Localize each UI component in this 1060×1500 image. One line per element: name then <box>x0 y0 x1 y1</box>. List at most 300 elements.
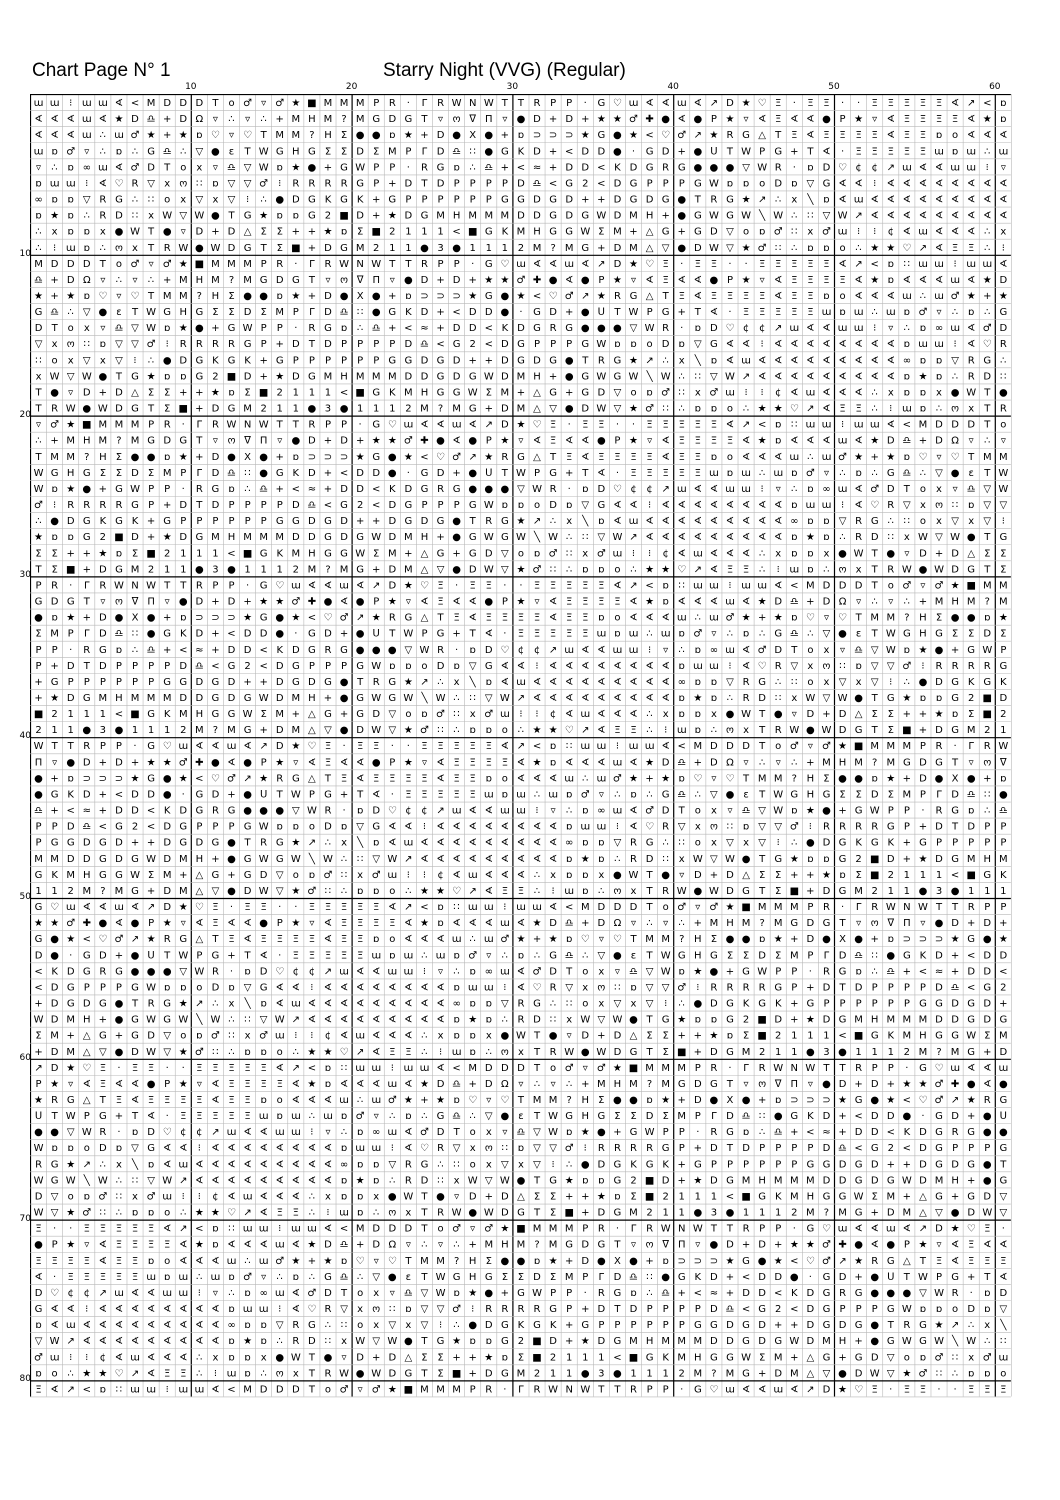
stitch-symbol: ∢ <box>292 1288 300 1299</box>
stitch-symbol: D <box>758 1240 766 1251</box>
stitch-symbol: ♂ <box>677 130 686 141</box>
stitch-symbol: ∢ <box>308 580 316 591</box>
stitch-symbol: ∢ <box>372 999 380 1010</box>
stitch-symbol: ▿ <box>856 918 861 929</box>
stitch-symbol: ∴ <box>148 355 154 366</box>
stitch-symbol: ■ <box>355 387 364 398</box>
stitch-symbol: < <box>34 966 42 977</box>
stitch-symbol: Ξ <box>952 243 958 254</box>
stitch-symbol: G <box>823 1320 831 1331</box>
stitch-symbol: ∢ <box>822 323 830 334</box>
stitch-symbol: ∢ <box>99 1240 107 1251</box>
stitch-symbol: G <box>774 1336 782 1347</box>
stitch-symbol: ɒ <box>566 789 572 800</box>
stitch-symbol: ɒ <box>293 452 299 463</box>
stitch-symbol: ∢ <box>420 420 428 431</box>
stitch-symbol: ∢ <box>742 436 750 447</box>
stitch-symbol: M <box>838 1208 847 1219</box>
stitch-symbol: ▿ <box>502 1127 507 1138</box>
stitch-symbol: ɯ <box>564 645 574 656</box>
stitch-symbol: ▽ <box>469 661 477 672</box>
stitch-symbol: D <box>565 195 573 206</box>
stitch-symbol: D <box>51 982 59 993</box>
stitch-symbol: ∢ <box>292 1159 300 1170</box>
stitch-symbol: ♡ <box>806 613 815 624</box>
stitch-symbol: W <box>34 741 44 752</box>
stitch-symbol: W <box>741 146 751 157</box>
stitch-symbol: ∢ <box>259 1208 267 1219</box>
stitch-symbol: ∴ <box>100 146 106 157</box>
stitch-symbol: ɯ <box>934 146 944 157</box>
stitch-symbol: ★ <box>243 1336 252 1347</box>
stitch-symbol: + <box>790 934 798 945</box>
stitch-symbol: ∢ <box>629 806 637 817</box>
stitch-symbol: M <box>903 1208 912 1219</box>
stitch-symbol: ∴ <box>518 725 524 736</box>
stitch-symbol: ∢ <box>195 1159 203 1170</box>
stitch-symbol: ɒ <box>51 195 57 206</box>
stitch-symbol: G <box>549 355 557 366</box>
stitch-symbol: G <box>51 1159 59 1170</box>
stitch-symbol: ɒ <box>341 323 347 334</box>
stitch-symbol: W <box>371 661 381 672</box>
stitch-symbol: ɒ <box>695 323 701 334</box>
stitch-symbol: W <box>789 725 799 736</box>
stitch-symbol: ო <box>758 1079 766 1090</box>
stitch-symbol: G <box>437 371 445 382</box>
stitch-symbol: x <box>341 838 347 849</box>
stitch-symbol: D <box>726 1320 734 1331</box>
stitch-symbol: ɒ <box>244 1320 250 1331</box>
stitch-symbol: D <box>179 532 187 543</box>
stitch-symbol: ▿ <box>197 1079 202 1090</box>
stitch-symbol: D <box>469 1191 477 1202</box>
stitch-symbol: N <box>678 1224 685 1235</box>
stitch-symbol: + <box>308 1256 316 1267</box>
stitch-symbol: D <box>501 404 509 415</box>
stitch-symbol: ɒ <box>582 886 588 897</box>
stitch-symbol: o <box>550 1063 556 1074</box>
stitch-symbol: P <box>454 195 460 206</box>
stitch-symbol: Γ <box>824 950 830 961</box>
stitch-symbol: + <box>324 162 332 173</box>
stitch-symbol: P <box>936 838 942 849</box>
stitch-symbol: ♂ <box>468 950 477 961</box>
stitch-symbol: K <box>164 709 171 720</box>
stitch-symbol: M <box>211 275 220 286</box>
stitch-symbol: Ξ <box>582 420 588 431</box>
stitch-symbol: ∢ <box>951 227 959 238</box>
stitch-symbol: P <box>840 114 846 125</box>
stitch-symbol: Ξ <box>775 114 781 125</box>
stitch-symbol: ɒ <box>711 355 717 366</box>
stitch-symbol: ɒ <box>325 1079 331 1090</box>
stitch-symbol: < <box>211 661 219 672</box>
stitch-symbol: P <box>711 1159 717 1170</box>
stitch-symbol: ɒ <box>196 1031 202 1042</box>
stitch-symbol: P <box>277 500 283 511</box>
stitch-symbol: G <box>646 162 654 173</box>
stitch-symbol: G <box>212 693 220 704</box>
stitch-symbol: Ξ <box>855 404 861 415</box>
stitch-symbol: ∢ <box>661 516 669 527</box>
stitch-symbol: ∴ <box>679 918 685 929</box>
stitch-symbol: W <box>709 211 719 222</box>
stitch-symbol: ɒ <box>534 548 540 559</box>
stitch-symbol: Σ <box>1000 548 1006 559</box>
stitch-symbol: ɯ <box>806 420 816 431</box>
stitch-symbol: P <box>148 500 154 511</box>
grid-row <box>35 1334 1007 1347</box>
stitch-symbol: Ξ <box>630 468 636 479</box>
stitch-symbol: ★ <box>806 806 815 817</box>
stitch-symbol: W <box>98 404 108 415</box>
stitch-symbol: ∴ <box>51 162 57 173</box>
stitch-symbol: x <box>968 516 974 527</box>
stitch-symbol: ★ <box>275 597 284 608</box>
stitch-symbol: D <box>951 420 959 431</box>
stitch-symbol: o <box>164 195 170 206</box>
stitch-symbol: ∴ <box>244 484 250 495</box>
stitch-symbol: G <box>356 693 364 704</box>
stitch-symbol: R <box>952 1288 959 1299</box>
stitch-symbol: ɒ <box>68 211 74 222</box>
stitch-symbol: ★ <box>259 597 268 608</box>
stitch-symbol: ★ <box>259 773 268 784</box>
stitch-symbol: 1 <box>888 1047 894 1058</box>
stitch-symbol: G <box>131 854 139 865</box>
stitch-symbol: ⁝ <box>921 661 924 672</box>
stitch-symbol: D <box>935 982 943 993</box>
stitch-symbol: ∢ <box>774 275 782 286</box>
stitch-symbol: G <box>115 484 123 495</box>
stitch-symbol: ▿ <box>213 436 218 447</box>
stitch-symbol: + <box>34 999 42 1010</box>
stitch-symbol: ∢ <box>131 1304 139 1315</box>
stitch-symbol: R <box>389 613 396 624</box>
stitch-symbol: ɯ <box>902 162 912 173</box>
stitch-symbol: ∴ <box>614 854 620 865</box>
stitch-symbol: ↗ <box>211 1127 219 1138</box>
stitch-symbol: ∴ <box>823 564 829 575</box>
stitch-symbol: x <box>518 1159 524 1170</box>
stitch-symbol: ● <box>372 130 381 141</box>
stitch-symbol: M <box>275 532 284 543</box>
stitch-symbol: △ <box>533 387 541 398</box>
stitch-symbol: ∴ <box>646 709 652 720</box>
stitch-symbol: ɒ <box>84 243 90 254</box>
stitch-symbol: Ξ <box>743 291 749 302</box>
stitch-symbol: < <box>452 1063 460 1074</box>
stitch-symbol: ★ <box>179 1079 188 1090</box>
stitch-symbol: + <box>806 757 814 768</box>
stitch-symbol: D <box>147 1127 155 1138</box>
stitch-symbol: ● <box>340 404 349 415</box>
stitch-symbol: ▽ <box>614 999 622 1010</box>
stitch-symbol: H <box>807 789 815 800</box>
stitch-symbol: ო <box>372 1304 380 1315</box>
stitch-symbol: 1 <box>405 243 411 254</box>
stitch-symbol: D <box>581 146 589 157</box>
stitch-symbol: ∴ <box>872 468 878 479</box>
stitch-symbol: ● <box>115 613 124 624</box>
stitch-symbol: ∷ <box>228 1224 234 1235</box>
stitch-symbol: ო <box>388 1208 396 1219</box>
stitch-symbol: P <box>180 468 186 479</box>
stitch-symbol: ɒ <box>711 404 717 415</box>
stitch-symbol: G <box>839 966 847 977</box>
stitch-symbol: W <box>403 629 413 640</box>
stitch-symbol: D <box>935 725 943 736</box>
stitch-symbol: ● <box>854 934 863 945</box>
stitch-symbol: T <box>838 1063 846 1074</box>
stitch-symbol: Ξ <box>277 1208 283 1219</box>
stitch-symbol: P <box>614 436 620 447</box>
stitch-symbol: D <box>51 259 59 270</box>
stitch-symbol: ▽ <box>742 162 750 173</box>
stitch-symbol: D <box>421 355 429 366</box>
stitch-symbol: ⁝ <box>616 822 619 833</box>
stitch-symbol: ɒ <box>116 548 122 559</box>
stitch-symbol: · <box>680 323 683 334</box>
stitch-symbol: T <box>758 854 766 865</box>
stitch-symbol: ∢ <box>34 130 42 141</box>
stitch-symbol: · <box>744 259 747 270</box>
stitch-symbol: ▽ <box>501 548 509 559</box>
stitch-symbol: ▽ <box>646 982 654 993</box>
stitch-symbol: ? <box>325 564 330 575</box>
grid-row <box>34 966 1007 977</box>
stitch-symbol: o <box>952 1304 958 1315</box>
stitch-symbol: ★ <box>291 1256 300 1267</box>
stitch-symbol: Σ <box>662 1111 668 1122</box>
stitch-symbol: o <box>647 339 653 350</box>
stitch-symbol: x <box>470 709 476 720</box>
stitch-symbol: ∢ <box>581 436 589 447</box>
stitch-symbol: D <box>549 500 557 511</box>
stitch-symbol: ∴ <box>984 1336 990 1347</box>
stitch-symbol: Ξ <box>695 259 701 270</box>
stitch-symbol: ∴ <box>405 886 411 897</box>
stitch-symbol: G <box>678 950 686 961</box>
stitch-symbol: H <box>501 1240 509 1251</box>
stitch-symbol: ● <box>115 227 124 238</box>
stitch-symbol: G <box>51 789 59 800</box>
stitch-symbol: + <box>308 243 316 254</box>
stitch-symbol: < <box>195 773 203 784</box>
stitch-symbol: ● <box>983 1159 992 1170</box>
stitch-symbol: W <box>178 1015 188 1026</box>
stitch-symbol: ⊃ <box>694 1256 702 1267</box>
stitch-symbol: ∷ <box>679 387 685 398</box>
stitch-symbol: ■ <box>516 1224 525 1235</box>
stitch-symbol: G <box>935 1031 943 1042</box>
stitch-symbol: ɒ <box>566 854 572 865</box>
stitch-symbol: Ξ <box>872 130 878 141</box>
stitch-symbol: G <box>774 854 782 865</box>
stitch-symbol: M <box>983 452 992 463</box>
stitch-symbol: W <box>403 693 413 704</box>
stitch-symbol: ᑌ <box>710 146 717 157</box>
stitch-symbol: G <box>597 500 605 511</box>
stitch-symbol: R <box>485 1304 492 1315</box>
stitch-symbol: ▿ <box>486 950 491 961</box>
stitch-symbol: ɯ <box>629 629 639 640</box>
stitch-symbol: ★ <box>211 1208 220 1219</box>
stitch-symbol: W <box>596 404 606 415</box>
stitch-symbol: ∢ <box>276 1143 284 1154</box>
stitch-symbol: x <box>116 1159 122 1170</box>
stitch-symbol: ɒ <box>727 468 733 479</box>
stitch-symbol: D <box>951 918 959 929</box>
stitch-symbol: D <box>292 532 300 543</box>
stitch-symbol: ♎ <box>838 1143 847 1154</box>
stitch-symbol: Ξ <box>341 950 347 961</box>
stitch-symbol: ᐁ <box>775 1079 782 1090</box>
stitch-symbol: 2 <box>260 404 266 415</box>
stitch-symbol: T <box>646 902 654 913</box>
stitch-symbol: ɯ <box>146 1272 156 1283</box>
stitch-symbol: M <box>179 886 188 897</box>
stitch-symbol: 1 <box>759 1208 765 1219</box>
stitch-symbol: 2 <box>888 1143 894 1154</box>
stitch-symbol: + <box>710 870 718 881</box>
stitch-symbol: ↗ <box>195 999 203 1010</box>
stitch-symbol: D <box>115 806 123 817</box>
stitch-symbol: W <box>629 870 639 881</box>
stitch-symbol: ▿ <box>744 114 749 125</box>
stitch-symbol: ∴ <box>116 275 122 286</box>
stitch-symbol: ♡ <box>758 98 767 109</box>
stitch-symbol: ♂ <box>935 1079 944 1090</box>
stitch-symbol: x <box>968 404 974 415</box>
stitch-symbol: T <box>147 291 155 302</box>
stitch-symbol: ♡ <box>275 966 284 977</box>
stitch-symbol: T <box>227 211 235 222</box>
stitch-symbol: · <box>182 789 185 800</box>
stitch-symbol: W <box>307 806 317 817</box>
stitch-symbol: + <box>356 436 364 447</box>
grid-row <box>34 1352 1008 1363</box>
stitch-symbol: ɯ <box>677 613 687 624</box>
stitch-symbol: G <box>292 516 300 527</box>
stitch-symbol: ▽ <box>179 966 187 977</box>
stitch-symbol: ∴ <box>389 1111 395 1122</box>
stitch-symbol: T <box>131 1111 139 1122</box>
stitch-symbol: ≈ <box>710 1288 718 1299</box>
stitch-symbol: ɒ <box>212 1240 218 1251</box>
stitch-symbol: ★ <box>179 323 188 334</box>
stitch-symbol: ɒ <box>888 275 894 286</box>
stitch-symbol: M <box>179 854 188 865</box>
stitch-symbol: H <box>324 130 332 141</box>
stitch-symbol: G <box>292 275 300 286</box>
stitch-symbol: R <box>662 323 669 334</box>
stitch-symbol: R <box>598 1143 605 1154</box>
stitch-symbol: ≈ <box>308 484 316 495</box>
stitch-symbol: ¢ <box>872 162 878 173</box>
stitch-symbol: ɒ <box>244 966 250 977</box>
stitch-symbol: ⁝ <box>873 227 876 238</box>
stitch-symbol: W <box>452 1208 462 1219</box>
stitch-symbol: ɒ <box>486 773 492 784</box>
stitch-symbol: ∴ <box>791 243 797 254</box>
stitch-symbol: P <box>470 178 476 189</box>
stitch-symbol: K <box>662 1159 669 1170</box>
stitch-symbol: ო <box>710 822 718 833</box>
stitch-symbol: G <box>469 532 477 543</box>
stitch-symbol: △ <box>308 773 316 784</box>
stitch-symbol: ∢ <box>613 693 621 704</box>
stitch-symbol: ♎ <box>516 1127 525 1138</box>
stitch-symbol: △ <box>83 1031 91 1042</box>
stitch-symbol: ∢ <box>838 371 846 382</box>
stitch-symbol: D <box>823 1175 831 1186</box>
stitch-symbol: D <box>983 371 991 382</box>
stitch-symbol: ▽ <box>726 838 734 849</box>
stitch-symbol: ∢ <box>935 275 943 286</box>
stitch-symbol: ♎ <box>340 1240 349 1251</box>
stitch-symbol: M <box>324 98 333 109</box>
stitch-symbol: 2 <box>180 725 186 736</box>
stitch-symbol: Ξ <box>807 275 813 286</box>
stitch-symbol: Σ <box>35 1031 41 1042</box>
stitch-symbol: ∢ <box>243 1240 251 1251</box>
stitch-symbol: T <box>131 307 139 318</box>
stitch-symbol: ∴ <box>839 468 845 479</box>
stitch-symbol: ⁝ <box>278 178 281 189</box>
stitch-symbol: K <box>904 1127 911 1138</box>
stitch-symbol: T <box>871 693 879 704</box>
stitch-symbol: Ξ <box>341 918 347 929</box>
stitch-symbol: + <box>903 854 911 865</box>
stitch-symbol: ■ <box>146 548 155 559</box>
stitch-symbol: ᑌ <box>485 468 492 479</box>
stitch-symbol: D <box>549 307 557 318</box>
stitch-symbol: Ξ <box>968 1240 974 1251</box>
stitch-symbol: ɒ <box>679 339 685 350</box>
stitch-symbol: Σ <box>550 1191 556 1202</box>
stitch-symbol: ɒ <box>630 339 636 350</box>
stitch-symbol: ● <box>822 1079 831 1090</box>
stitch-symbol: ♂ <box>227 773 236 784</box>
stitch-symbol: G <box>951 854 959 865</box>
stitch-symbol: + <box>469 1079 477 1090</box>
stitch-symbol: ɒ <box>68 1143 74 1154</box>
stitch-symbol: ● <box>404 275 413 286</box>
stitch-symbol: D <box>710 1175 718 1186</box>
stitch-symbol: H <box>308 114 316 125</box>
stitch-symbol: · <box>905 1063 908 1074</box>
stitch-symbol: ∢ <box>565 661 573 672</box>
grid-row <box>34 1173 1008 1186</box>
stitch-symbol: ⁝ <box>873 323 876 334</box>
stitch-symbol: R <box>437 1208 444 1219</box>
stitch-symbol: ∢ <box>565 677 573 688</box>
stitch-symbol: G <box>51 1175 59 1186</box>
stitch-symbol: ɒ <box>807 162 813 173</box>
stitch-symbol: ∢ <box>50 114 58 125</box>
stitch-symbol: ∢ <box>308 1159 316 1170</box>
stitch-symbol: ▽ <box>662 243 670 254</box>
stitch-symbol: ▿ <box>599 789 604 800</box>
stitch-symbol: W <box>50 371 60 382</box>
stitch-symbol: Ξ <box>244 1111 250 1122</box>
stitch-symbol: D <box>935 1015 943 1026</box>
stitch-symbol: T <box>420 1272 428 1283</box>
stitch-symbol: 1 <box>888 886 894 897</box>
stitch-symbol: · <box>246 580 249 591</box>
